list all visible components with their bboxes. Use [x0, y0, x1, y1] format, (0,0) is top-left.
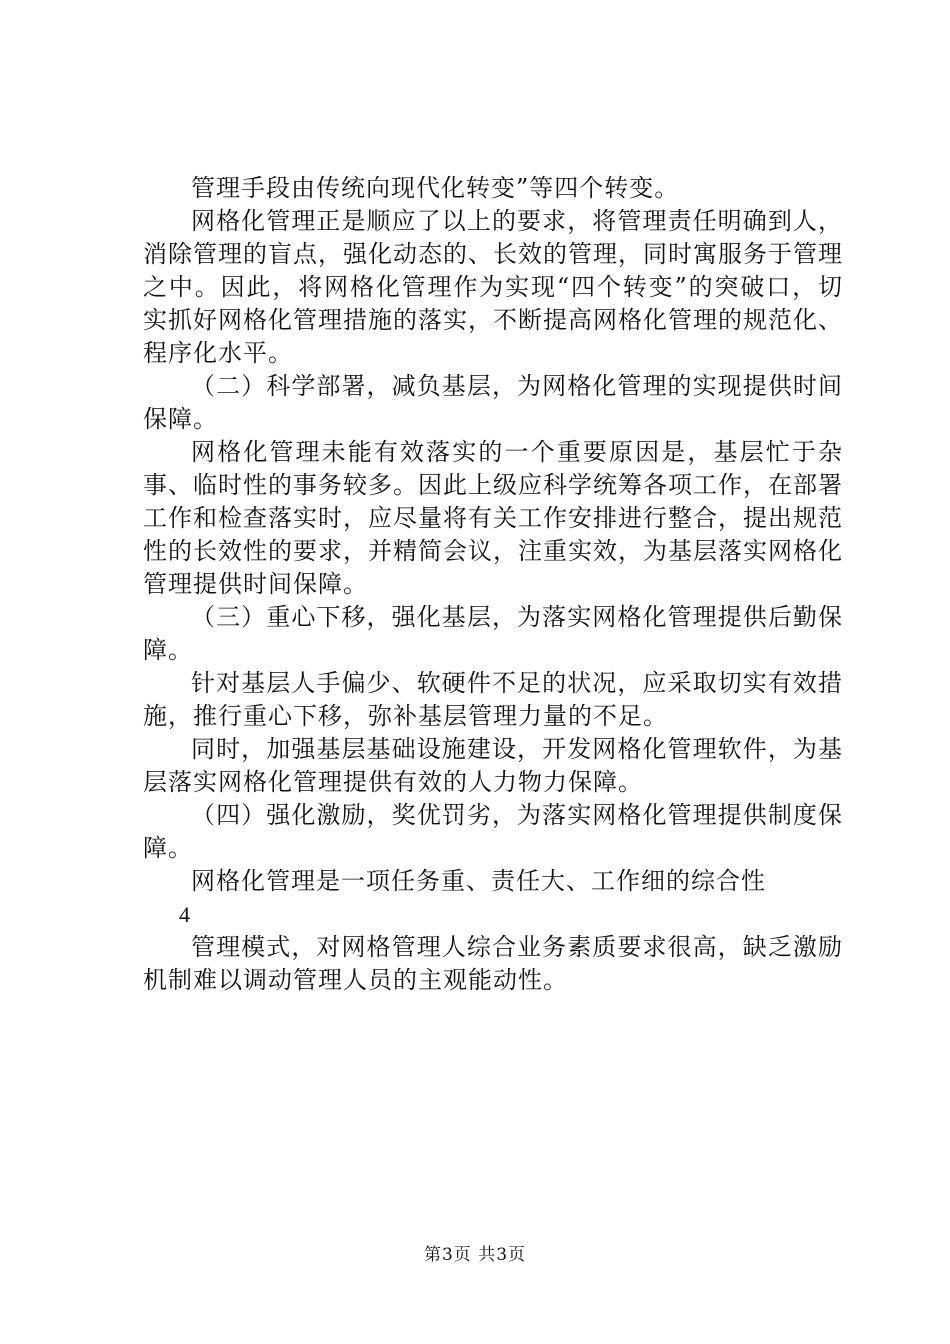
paragraph: 网格化管理未能有效落实的一个重要原因是，基层忙于杂事、临时性的事务较多。因此上级应科学统筹各项工作，在部署工作和检查落实时，应尽量将有关工作安排进行整合，提出规范性的长效性的要求，并精简会议，注重实效，为基层落实网格化管理提供时间保障。: [143, 438, 843, 598]
section-heading: （四）强化激励，奖优罚劣，为落实网格化管理提供制度保障。: [143, 801, 843, 862]
inline-page-number: 4: [179, 902, 190, 927]
section-heading: （二）科学部署，减负基层，为网格化管理的实现提供时间保障。: [143, 372, 843, 433]
page-footer: 第3页 共3页: [423, 1245, 527, 1265]
paragraph: 同时，加强基层基础设施建设，开发网格化管理软件，为基层落实网格化管理提供有效的人力物力保障。: [143, 735, 843, 796]
paragraph: 管理手段由传统向现代化转变”等四个转变。: [191, 174, 680, 202]
paragraph: 网格化管理是一项任务重、责任大、工作细的综合性: [191, 867, 766, 895]
section-heading: （三）重心下移，强化基层，为落实网格化管理提供后勤保障。: [143, 603, 843, 664]
paragraph: 针对基层人手偏少、软硬件不足的状况，应采取切实有效措施，推行重心下移，弥补基层管理力量的不足。: [143, 669, 843, 730]
document-body: [143, 172, 843, 997]
paragraph: 网格化管理正是顺应了以上的要求，将管理责任明确到人，消除管理的盲点，强化动态的、长效的管理，同时寓服务于管理之中。因此，将网格化管理作为实现“四个转变”的突破口，切实抓好网格化管理措施的落实，不断提高网格化管理的规范化、程序化水平。: [143, 207, 843, 367]
paragraph: 管理模式，对网格管理人综合业务素质要求很高，缺乏激励机制难以调动管理人员的主观能动性。: [143, 933, 843, 994]
